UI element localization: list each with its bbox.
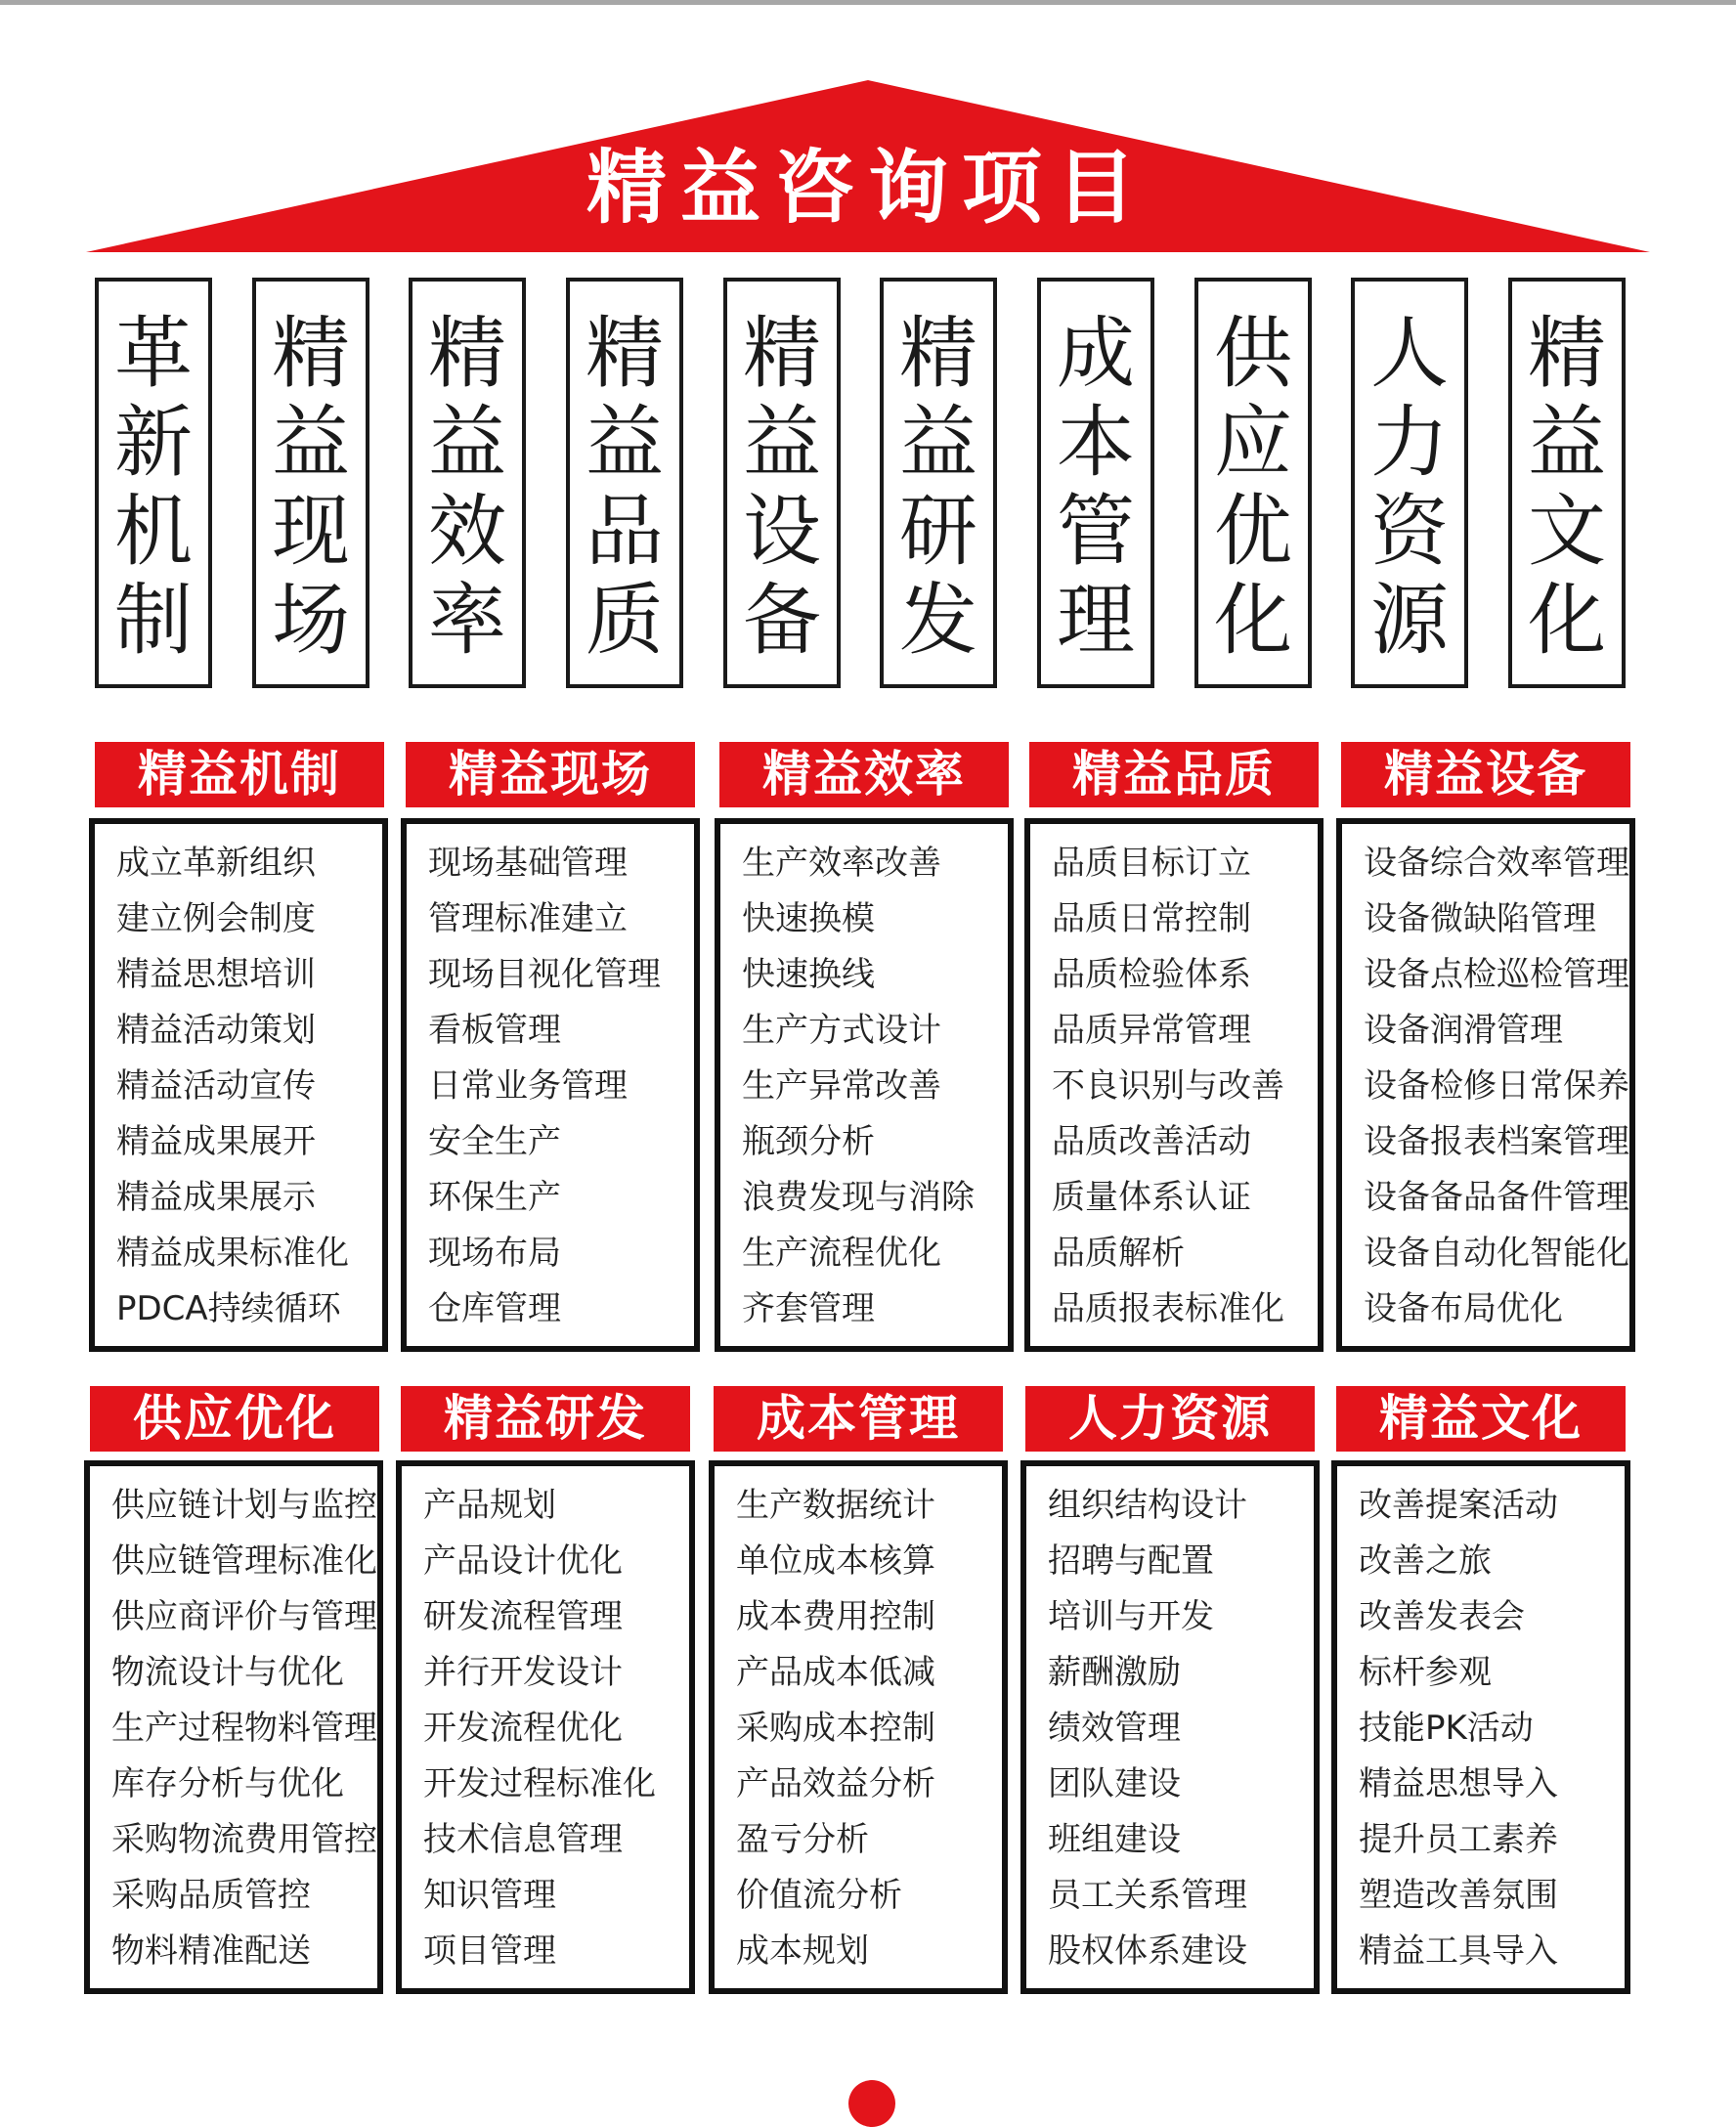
- list-item: 设备润滑管理: [1364, 1011, 1563, 1050]
- list-item: 设备综合效率管理: [1364, 844, 1629, 883]
- list-item: 设备自动化智能化: [1364, 1234, 1629, 1273]
- section-box-6: [84, 1460, 383, 1994]
- section-box-7: [396, 1460, 695, 1994]
- page-title: 精益咨询项目: [586, 142, 1150, 235]
- list-item: 安全生产: [428, 1122, 561, 1161]
- list-item: 齐套管理: [742, 1289, 875, 1328]
- list-item: 设备报表档案管理: [1364, 1122, 1629, 1161]
- list-item: 价值流分析: [736, 1876, 902, 1915]
- list-item: 现场布局: [428, 1234, 561, 1273]
- section-header-4: 精益品质: [1029, 742, 1319, 807]
- pillar-label: 精益设备: [743, 308, 821, 666]
- section-box-10: [1331, 1460, 1630, 1994]
- list-item: 品质报表标准化: [1052, 1289, 1284, 1328]
- section-box-8: [709, 1460, 1008, 1994]
- list-item: 成本规划: [736, 1932, 869, 1971]
- list-item: 采购物流费用管控: [111, 1820, 377, 1859]
- pillar-label: 精益效率: [428, 308, 506, 666]
- pillar-label: 人力资源: [1370, 308, 1449, 666]
- list-item: 现场目视化管理: [428, 955, 661, 994]
- list-item: 精益成果标准化: [116, 1234, 349, 1273]
- pillar-label: 精益品质: [586, 308, 664, 666]
- pillar-7: [1037, 278, 1154, 688]
- list-item: 精益思想培训: [116, 955, 316, 994]
- section-item-list: [742, 836, 975, 1337]
- list-item: 品质检验体系: [1052, 955, 1251, 994]
- list-item: 成立革新组织: [116, 844, 316, 883]
- list-item: 开发过程标准化: [423, 1764, 656, 1803]
- list-item: 采购成本控制: [736, 1709, 935, 1748]
- list-item: 塑造改善氛围: [1359, 1876, 1558, 1915]
- pillar-8: [1194, 278, 1312, 688]
- pillar-1: [95, 278, 212, 688]
- list-item: 快速换线: [742, 955, 875, 994]
- section-box-5: [1336, 818, 1635, 1352]
- list-item: 设备点检巡检管理: [1364, 955, 1629, 994]
- list-item: 瓶颈分析: [742, 1122, 875, 1161]
- bottom-decoration: [848, 2080, 895, 2127]
- list-item: 开发流程优化: [423, 1709, 623, 1748]
- pillar-6: [880, 278, 997, 688]
- pillar-label: 革新机制: [114, 308, 193, 666]
- list-item: 看板管理: [428, 1011, 561, 1050]
- list-item: 知识管理: [423, 1876, 556, 1915]
- list-item: 标杆参观: [1359, 1653, 1492, 1692]
- list-item: 生产过程物料管理: [111, 1709, 377, 1748]
- list-item: 设备检修日常保养: [1364, 1066, 1629, 1106]
- list-item: 团队建设: [1048, 1764, 1181, 1803]
- list-item: 快速换模: [742, 899, 875, 938]
- pillar-4: [566, 278, 683, 688]
- list-item: 供应商评价与管理: [111, 1597, 377, 1636]
- list-item: 生产效率改善: [742, 844, 941, 883]
- list-item: 精益活动宣传: [116, 1066, 316, 1106]
- list-item: 浪费发现与消除: [742, 1178, 975, 1217]
- list-item: 现场基础管理: [428, 844, 628, 883]
- list-item: 精益成果展开: [116, 1122, 316, 1161]
- list-item: 项目管理: [423, 1932, 556, 1971]
- list-item: 产品设计优化: [423, 1541, 623, 1581]
- list-item: 精益工具导入: [1359, 1932, 1558, 1971]
- list-item: 仓库管理: [428, 1289, 561, 1328]
- list-item: 环保生产: [428, 1178, 561, 1217]
- section-header-1: 精益机制: [95, 742, 384, 807]
- list-item: 品质异常管理: [1052, 1011, 1251, 1050]
- list-item: 供应链管理标准化: [111, 1541, 377, 1581]
- pillar-10: [1508, 278, 1626, 688]
- list-item: 物料精准配送: [111, 1932, 311, 1971]
- list-item: 研发流程管理: [423, 1597, 623, 1636]
- list-item: 产品规划: [423, 1486, 556, 1525]
- list-item: 提升员工素养: [1359, 1820, 1558, 1859]
- section-header-9: 人力资源: [1025, 1386, 1315, 1452]
- list-item: 组织结构设计: [1048, 1486, 1247, 1525]
- list-item: 设备微缺陷管理: [1364, 899, 1596, 938]
- pillar-label: 成本管理: [1057, 308, 1135, 666]
- section-header-3: 精益效率: [719, 742, 1009, 807]
- list-item: 品质解析: [1052, 1234, 1185, 1273]
- list-item: 库存分析与优化: [111, 1764, 344, 1803]
- section-header-6: 供应优化: [90, 1386, 379, 1452]
- list-item: 并行开发设计: [423, 1653, 623, 1692]
- list-item: 生产流程优化: [742, 1234, 941, 1273]
- section-header-2: 精益现场: [406, 742, 695, 807]
- list-item: 成本费用控制: [736, 1597, 935, 1636]
- list-item: 品质日常控制: [1052, 899, 1251, 938]
- section-item-list: [1364, 836, 1629, 1337]
- section-item-list: [1359, 1478, 1558, 1979]
- list-item: 改善提案活动: [1359, 1486, 1558, 1525]
- list-item: 改善之旅: [1359, 1541, 1492, 1581]
- list-item: 设备布局优化: [1364, 1289, 1563, 1328]
- section-box-3: [715, 818, 1014, 1352]
- pillar-5: [723, 278, 841, 688]
- list-item: 班组建设: [1048, 1820, 1181, 1859]
- section-item-list: [116, 836, 349, 1337]
- section-item-list: [736, 1478, 935, 1979]
- section-item-list: [428, 836, 661, 1337]
- section-item-list: [1052, 836, 1284, 1337]
- list-item: 品质改善活动: [1052, 1122, 1251, 1161]
- list-item: 改善发表会: [1359, 1597, 1525, 1636]
- list-item: 股权体系建设: [1048, 1932, 1247, 1971]
- list-item: 日常业务管理: [428, 1066, 628, 1106]
- section-header-8: 成本管理: [714, 1386, 1003, 1452]
- section-item-list: [111, 1478, 377, 1979]
- section-box-2: [401, 818, 700, 1352]
- list-item: 采购品质管控: [111, 1876, 311, 1915]
- list-item: 产品成本低减: [736, 1653, 935, 1692]
- list-item: 品质目标订立: [1052, 844, 1251, 883]
- list-item: 产品效益分析: [736, 1764, 935, 1803]
- list-item: 生产方式设计: [742, 1011, 941, 1050]
- pillar-label: 精益现场: [272, 308, 350, 666]
- list-item: 生产异常改善: [742, 1066, 941, 1106]
- pillar-3: [409, 278, 526, 688]
- section-box-4: [1024, 818, 1324, 1352]
- section-header-10: 精益文化: [1336, 1386, 1626, 1452]
- list-item: 薪酬激励: [1048, 1653, 1181, 1692]
- list-item: 生产数据统计: [736, 1486, 935, 1525]
- list-item: 培训与开发: [1048, 1597, 1214, 1636]
- list-item: 盈亏分析: [736, 1820, 869, 1859]
- list-item: 管理标准建立: [428, 899, 628, 938]
- list-item: 员工关系管理: [1048, 1876, 1247, 1915]
- list-item: 不良识别与改善: [1052, 1066, 1284, 1106]
- list-item: 绩效管理: [1048, 1709, 1181, 1748]
- list-item: 精益活动策划: [116, 1011, 316, 1050]
- list-item: 技能PK活动: [1359, 1709, 1534, 1748]
- section-box-1: [89, 818, 388, 1352]
- list-item: 供应链计划与监控: [111, 1486, 377, 1525]
- section-box-9: [1020, 1460, 1320, 1994]
- list-item: 建立例会制度: [116, 899, 316, 938]
- pillar-2: [252, 278, 369, 688]
- section-header-5: 精益设备: [1341, 742, 1630, 807]
- list-item: PDCA持续循环: [116, 1289, 341, 1328]
- section-header-7: 精益研发: [401, 1386, 690, 1452]
- section-item-list: [423, 1478, 656, 1979]
- list-item: 质量体系认证: [1052, 1178, 1251, 1217]
- pillar-label: 精益研发: [899, 308, 977, 666]
- list-item: 技术信息管理: [423, 1820, 623, 1859]
- pillar-9: [1351, 278, 1468, 688]
- pillar-label: 供应优化: [1214, 308, 1292, 666]
- section-item-list: [1048, 1478, 1247, 1979]
- list-item: 招聘与配置: [1048, 1541, 1214, 1581]
- pillar-label: 精益文化: [1528, 308, 1606, 666]
- list-item: 单位成本核算: [736, 1541, 935, 1581]
- list-item: 物流设计与优化: [111, 1653, 344, 1692]
- list-item: 设备备品备件管理: [1364, 1178, 1629, 1217]
- list-item: 精益思想导入: [1359, 1764, 1558, 1803]
- list-item: 精益成果展示: [116, 1178, 316, 1217]
